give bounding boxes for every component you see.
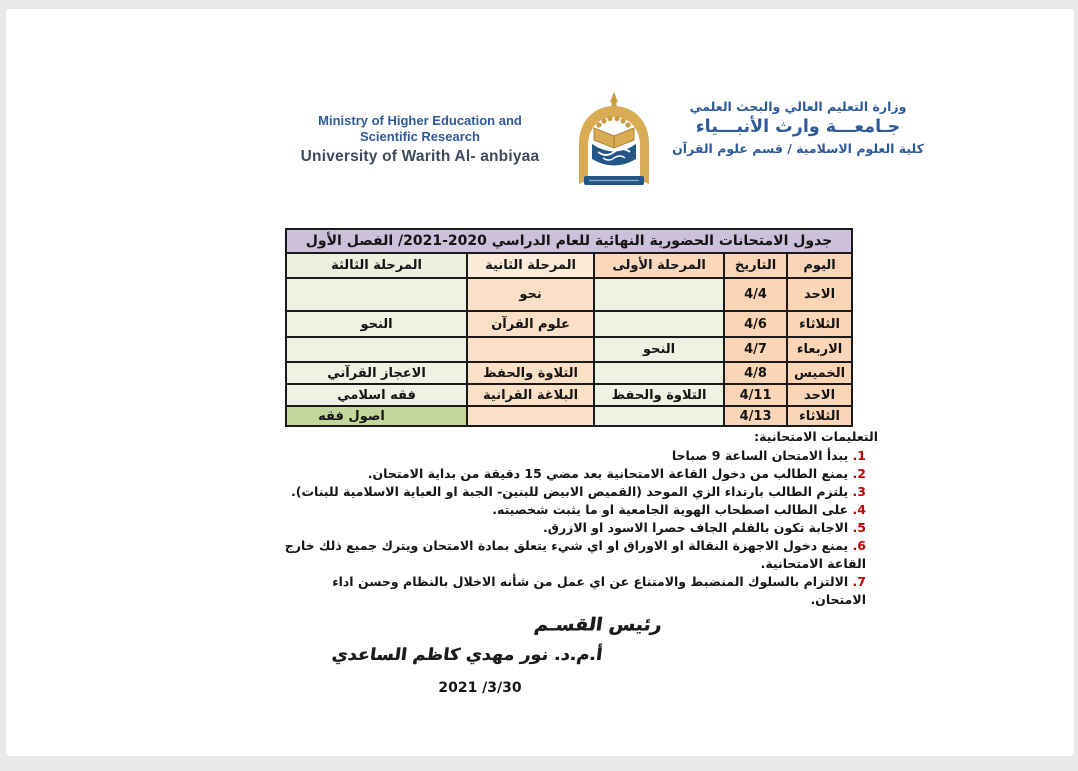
col-header-day: اليوم <box>787 253 852 278</box>
stage2-cell <box>467 406 594 426</box>
exam-instructions <box>280 428 878 609</box>
stage2-cell: التلاوة والحفظ <box>467 362 594 384</box>
day-cell: الثلاثاء <box>787 406 852 426</box>
instruction-item <box>280 573 878 609</box>
stage3-cell <box>286 278 467 311</box>
instruction-number: 7. <box>852 574 866 589</box>
stage1-cell <box>594 278 724 311</box>
instruction-item <box>280 483 878 501</box>
instruction-number: 5. <box>852 520 866 535</box>
instruction-number: 6. <box>852 538 866 553</box>
col-header-stage2: المرحلة الثانية <box>467 253 594 278</box>
instructions-title: التعليمات الامتحانية: <box>754 429 878 444</box>
exam-schedule-table <box>285 228 853 427</box>
ministry-name-ar: وزارة التعليم العالي والبحث العلمي <box>689 99 907 114</box>
instruction-item <box>280 537 878 573</box>
date-cell: 4/6 <box>724 311 787 337</box>
col-header-stage3: المرحلة الثالثة <box>286 253 467 278</box>
instruction-number: 3. <box>852 484 866 499</box>
table-header-row <box>286 253 852 278</box>
university-name-ar: جـامعـــة وارث الأنبـــياء <box>695 117 901 137</box>
signature-title: رئيس القسـم <box>532 614 664 636</box>
stage1-cell <box>594 406 724 426</box>
university-logo <box>567 91 661 189</box>
signature-date: 2021 /3/30 <box>438 680 522 696</box>
instruction-item <box>280 447 878 465</box>
instruction-text: الالتزام بالسلوك المنضبط والامتناع عن اي عمل من شأنه الاخلال بالنظام وحسن اداء الامتحان. <box>332 574 866 607</box>
stage1-cell <box>594 311 724 337</box>
table-title-row <box>286 229 852 253</box>
date-cell: 4/7 <box>724 337 787 362</box>
day-cell: الاحد <box>787 384 852 406</box>
university-logo-icon <box>567 91 661 189</box>
stage3-cell <box>286 337 467 362</box>
table-row <box>286 362 852 384</box>
table-row <box>286 406 852 426</box>
instruction-item <box>280 519 878 537</box>
col-header-stage1: المرحلة الأولى <box>594 253 724 278</box>
instruction-item <box>280 501 878 519</box>
instruction-number: 2. <box>852 466 866 481</box>
instruction-item <box>280 465 878 483</box>
date-cell: 4/13 <box>724 406 787 426</box>
stage3-cell: اصول فقه <box>286 406 467 426</box>
day-cell: الخميس <box>787 362 852 384</box>
ministry-name-en-line1: Ministry of Higher Education and <box>318 113 522 128</box>
table-title: جدول الامتحانات الحضورية النهائية للعام الدراسي 2020-2021/ الفصل الأول <box>286 229 852 253</box>
instruction-number: 4. <box>852 502 866 517</box>
table-row <box>286 278 852 311</box>
instruction-text: يلتزم الطالب بارتداء الزي الموحد (القميص الابيض للبنين- الجبة او العباية الاسلامية للبنات). <box>290 484 849 499</box>
stage2-cell: علوم القرآن <box>467 311 594 337</box>
stage2-cell <box>467 337 594 362</box>
table-row <box>286 337 852 362</box>
instruction-text: على الطالب اصطحاب الهوية الجامعية او ما يثبت شخصيته. <box>492 502 849 517</box>
stage3-cell: النحو <box>286 311 467 337</box>
date-cell: 4/11 <box>724 384 787 406</box>
day-cell: الثلاثاء <box>787 311 852 337</box>
ministry-name-en-line2: Scientific Research <box>360 129 480 144</box>
stage3-cell: فقه اسلامي <box>286 384 467 406</box>
instruction-text: الاجابة تكون بالقلم الجاف حصرا الاسود او الازرق. <box>543 520 849 535</box>
instruction-text: يبدأ الامتحان الساعة 9 صباحا <box>671 448 849 463</box>
date-cell: 4/4 <box>724 278 787 311</box>
stage1-cell: التلاوة والحفظ <box>594 384 724 406</box>
college-department-ar: كلية العلوم الاسلامية / قسم علوم القرآن <box>672 141 924 156</box>
letterhead-english <box>278 113 562 166</box>
col-header-date: التاريخ <box>724 253 787 278</box>
table-row <box>286 311 852 337</box>
stage1-cell <box>594 362 724 384</box>
instruction-text: يمنع دخول الاجهزة النقالة او الاوراق او اي شيء يتعلق بمادة الامتحان ويترك جميع ذلك خارج القاعة الامتحانية. <box>284 538 866 571</box>
instruction-text: يمنع الطالب من دخول القاعة الامتحانية بعد مضي 15 دقيقة من بداية الامتحان. <box>367 466 849 481</box>
day-cell: الاربعاء <box>787 337 852 362</box>
day-cell: الاحد <box>787 278 852 311</box>
stage2-cell: البلاغة القرانية <box>467 384 594 406</box>
date-cell: 4/8 <box>724 362 787 384</box>
signature-name: أ.م.د. نور مهدي كاظم الساعدي <box>330 645 604 665</box>
stage3-cell: الاعجاز القرآني <box>286 362 467 384</box>
university-name-en: University of Warith Al- anbiyaa <box>300 148 540 165</box>
stage2-cell: نحو <box>467 278 594 311</box>
letterhead-arabic <box>652 99 944 156</box>
table-row <box>286 384 852 406</box>
instruction-number: 1. <box>852 448 866 463</box>
stage1-cell: النحو <box>594 337 724 362</box>
